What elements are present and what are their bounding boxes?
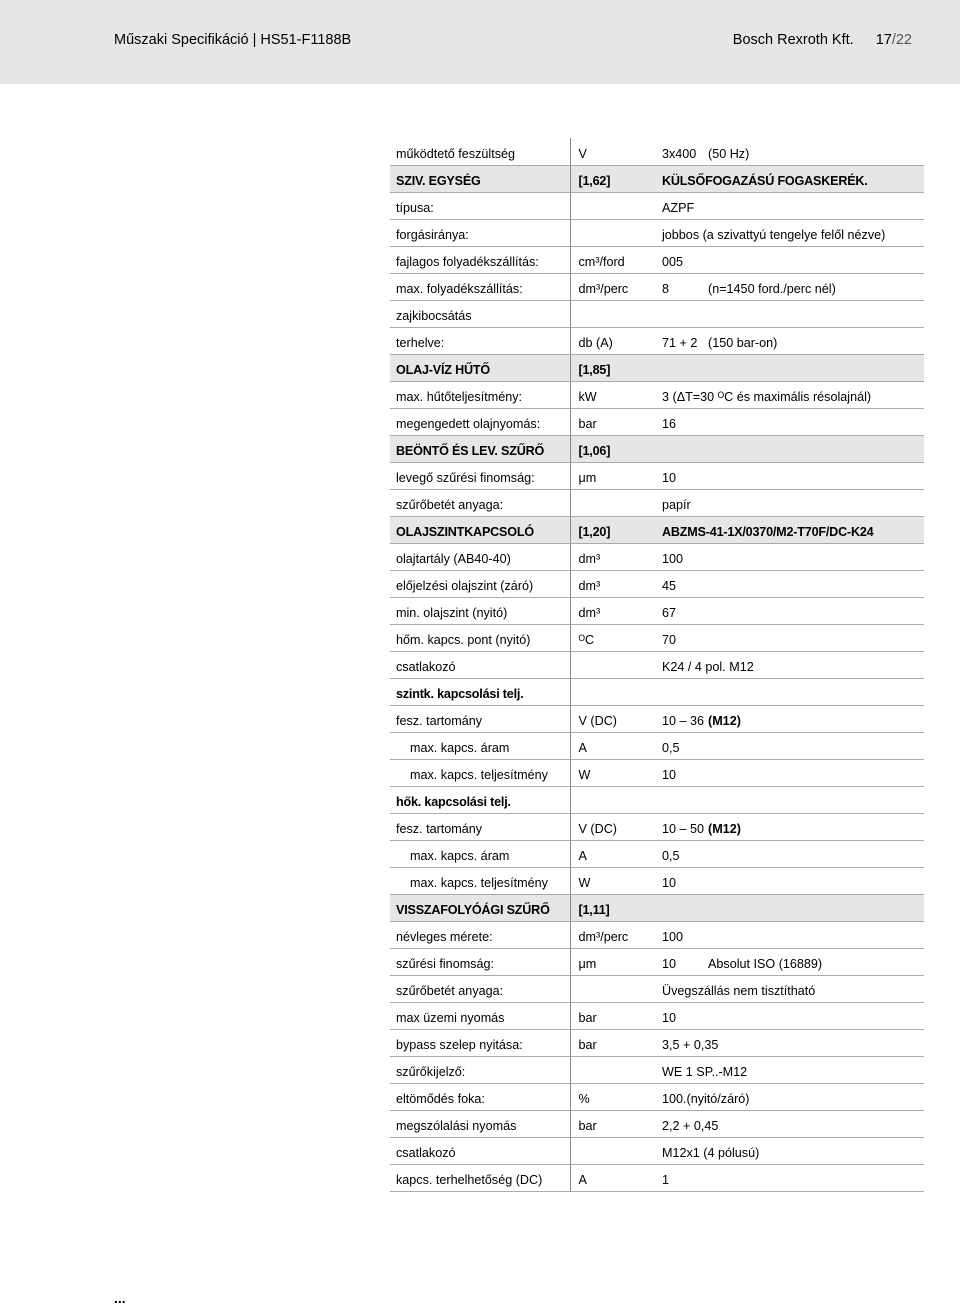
spec-label: szűrési finomság: xyxy=(390,948,570,975)
spec-row xyxy=(390,867,924,894)
spec-note: (150 bar-on) xyxy=(708,327,924,354)
spec-unit: V (DC) xyxy=(570,813,652,840)
spec-value xyxy=(652,894,924,921)
spec-label: OLAJSZINTKAPCSOLÓ xyxy=(390,516,570,543)
spec-unit: [1,85] xyxy=(570,354,652,381)
spec-unit xyxy=(570,975,652,1002)
spec-label: névleges mérete: xyxy=(390,921,570,948)
header-right xyxy=(733,32,912,48)
spec-value: 8 xyxy=(652,273,708,300)
spec-note: (M12) xyxy=(708,813,924,840)
spec-value: 2,2 + 0,45 xyxy=(652,1110,708,1137)
spec-note xyxy=(708,408,924,435)
spec-label: SZIV. EGYSÉG xyxy=(390,165,570,192)
spec-note xyxy=(708,462,924,489)
spec-unit: W xyxy=(570,759,652,786)
spec-unit xyxy=(570,300,652,327)
spec-label: max. folyadékszállítás: xyxy=(390,273,570,300)
spec-value: 10 xyxy=(652,759,708,786)
spec-label: szintk. kapcsolási telj. xyxy=(390,678,570,705)
spec-label: forgásiránya: xyxy=(390,219,570,246)
section-header-row xyxy=(390,435,924,462)
spec-value: 71 + 2 xyxy=(652,327,708,354)
spec-unit: dm³ xyxy=(570,597,652,624)
spec-label: OLAJ-VÍZ HŰTŐ xyxy=(390,354,570,381)
spec-value: 16 xyxy=(652,408,708,435)
spec-note xyxy=(708,570,924,597)
spec-label: előjelzési olajszint (záró) xyxy=(390,570,570,597)
spec-note: (50 Hz) xyxy=(708,138,924,165)
spec-label: szűrőbetét anyaga: xyxy=(390,975,570,1002)
spec-label: bypass szelep nyitása: xyxy=(390,1029,570,1056)
spec-unit: [1,62] xyxy=(570,165,652,192)
spec-unit xyxy=(570,219,652,246)
document-title: Műszaki Specifikáció | HS51-F1188B xyxy=(114,32,352,48)
spec-unit: W xyxy=(570,867,652,894)
section-header-row xyxy=(390,786,924,813)
page-header xyxy=(0,0,960,84)
spec-unit: [1,06] xyxy=(570,435,652,462)
spec-row xyxy=(390,840,924,867)
footer-ellipsis: ... xyxy=(114,1290,126,1306)
spec-value: 67 xyxy=(652,597,708,624)
spec-note xyxy=(708,867,924,894)
spec-unit: bar xyxy=(570,1002,652,1029)
spec-unit: μm xyxy=(570,462,652,489)
spec-unit: A xyxy=(570,732,652,759)
spec-label: kapcs. terhelhetőség (DC) xyxy=(390,1164,570,1191)
spec-label: terhelve: xyxy=(390,327,570,354)
spec-label: fajlagos folyadékszállítás: xyxy=(390,246,570,273)
spec-value xyxy=(652,786,924,813)
spec-value: 10 xyxy=(652,867,708,894)
spec-row xyxy=(390,1002,924,1029)
spec-row xyxy=(390,381,924,408)
spec-label: max. kapcs. teljesítmény xyxy=(390,867,570,894)
spec-value: 100 xyxy=(652,543,708,570)
spec-row xyxy=(390,948,924,975)
spec-value: AZPF xyxy=(652,192,924,219)
spec-unit: [1,11] xyxy=(570,894,652,921)
spec-note: Absolut ISO (16889) xyxy=(708,948,924,975)
spec-value xyxy=(652,678,924,705)
spec-unit: bar xyxy=(570,1029,652,1056)
spec-unit: db (A) xyxy=(570,327,652,354)
spec-row xyxy=(390,138,924,165)
spec-value: 70 xyxy=(652,624,708,651)
spec-unit: V xyxy=(570,138,652,165)
spec-row xyxy=(390,624,924,651)
spec-unit: μm xyxy=(570,948,652,975)
company-name: Bosch Rexroth Kft. xyxy=(732,32,854,48)
spec-note: (M12) xyxy=(708,705,924,732)
spec-note xyxy=(708,624,924,651)
spec-note xyxy=(708,543,924,570)
spec-value: 005 xyxy=(652,246,708,273)
spec-value: 45 xyxy=(652,570,708,597)
spec-label: levegő szűrési finomság: xyxy=(390,462,570,489)
spec-row xyxy=(390,813,924,840)
spec-unit: A xyxy=(570,1164,652,1191)
spec-label: max üzemi nyomás xyxy=(390,1002,570,1029)
spec-row xyxy=(390,1137,924,1164)
spec-note xyxy=(708,1002,924,1029)
spec-unit: [1,20] xyxy=(570,516,652,543)
spec-unit xyxy=(570,678,652,705)
spec-value: jobbos (a szivattyú tengelye felől nézve) xyxy=(652,219,924,246)
spec-unit: dm³ xyxy=(570,543,652,570)
spec-label: működtető feszültség xyxy=(390,138,570,165)
spec-unit: dm³ xyxy=(570,570,652,597)
spec-label: olajtartály (AB40-40) xyxy=(390,543,570,570)
spec-row xyxy=(390,300,924,327)
spec-label: max. kapcs. teljesítmény xyxy=(390,759,570,786)
spec-label: megszólalási nyomás xyxy=(390,1110,570,1137)
section-header-row xyxy=(390,516,924,543)
spec-value: 100.(nyitó/záró) xyxy=(652,1083,924,1110)
spec-unit: kW xyxy=(570,381,652,408)
spec-row xyxy=(390,651,924,678)
spec-unit: A xyxy=(570,840,652,867)
spec-label: csatlakozó xyxy=(390,1137,570,1164)
specification-table xyxy=(390,138,924,1192)
spec-unit: bar xyxy=(570,408,652,435)
spec-value xyxy=(652,435,924,462)
spec-label: min. olajszint (nyitó) xyxy=(390,597,570,624)
spec-row xyxy=(390,192,924,219)
section-header-row xyxy=(390,165,924,192)
spec-label: megengedett olajnyomás: xyxy=(390,408,570,435)
spec-unit: ᴼC xyxy=(570,624,652,651)
spec-row xyxy=(390,273,924,300)
page-number: 17 xyxy=(875,32,892,48)
spec-row xyxy=(390,219,924,246)
spec-note: (n=1450 ford./perc nél) xyxy=(708,273,924,300)
spec-label: max. kapcs. áram xyxy=(390,840,570,867)
spec-label: szűrőbetét anyaga: xyxy=(390,489,570,516)
spec-row xyxy=(390,1164,924,1191)
spec-note xyxy=(708,732,924,759)
spec-label: hőm. kapcs. pont (nyitó) xyxy=(390,624,570,651)
spec-row xyxy=(390,1083,924,1110)
spec-unit xyxy=(570,1137,652,1164)
spec-label: szűrőkijelző: xyxy=(390,1056,570,1083)
spec-label: csatlakozó xyxy=(390,651,570,678)
spec-note xyxy=(708,921,924,948)
spec-note xyxy=(708,300,924,327)
spec-value: 10 – 36 xyxy=(652,705,708,732)
spec-value: 100 xyxy=(652,921,708,948)
spec-unit: bar xyxy=(570,1110,652,1137)
spec-row xyxy=(390,489,924,516)
spec-value: 10 – 50 xyxy=(652,813,708,840)
spec-row xyxy=(390,570,924,597)
spec-row xyxy=(390,921,924,948)
spec-label: BEÖNTŐ ÉS LEV. SZŰRŐ xyxy=(390,435,570,462)
spec-value: 0,5 xyxy=(652,840,708,867)
spec-row xyxy=(390,1029,924,1056)
spec-label: típusa: xyxy=(390,192,570,219)
spec-value: 10 xyxy=(652,948,708,975)
page-total: /22 xyxy=(891,32,912,48)
spec-value: 3,5 + 0,35 xyxy=(652,1029,708,1056)
spec-value: 0,5 xyxy=(652,732,708,759)
spec-value: K24 / 4 pol. M12 xyxy=(652,651,924,678)
spec-row xyxy=(390,759,924,786)
spec-value: 1 xyxy=(652,1164,708,1191)
spec-row xyxy=(390,246,924,273)
spec-note xyxy=(708,246,924,273)
spec-value: 10 xyxy=(652,462,708,489)
spec-value: Üvegszállás nem tisztítható xyxy=(652,975,924,1002)
spec-note xyxy=(708,597,924,624)
spec-label: VISSZAFOLYÓÁGI SZŰRŐ xyxy=(390,894,570,921)
spec-row xyxy=(390,597,924,624)
spec-unit: V (DC) xyxy=(570,705,652,732)
spec-unit xyxy=(570,786,652,813)
spec-value xyxy=(652,354,924,381)
spec-value: 3 (ΔT=30 ᴼC és maximális résolajnál) xyxy=(652,381,924,408)
spec-unit: dm³/perc xyxy=(570,921,652,948)
spec-label: eltömődés foka: xyxy=(390,1083,570,1110)
spec-row xyxy=(390,462,924,489)
spec-row xyxy=(390,543,924,570)
spec-unit xyxy=(570,192,652,219)
spec-value: 3x400 xyxy=(652,138,708,165)
spec-row xyxy=(390,1056,924,1083)
spec-value xyxy=(652,300,708,327)
spec-row xyxy=(390,408,924,435)
spec-value: papír xyxy=(652,489,924,516)
section-header-row xyxy=(390,354,924,381)
spec-label: fesz. tartomány xyxy=(390,813,570,840)
section-header-row xyxy=(390,678,924,705)
spec-value: WE 1 SP..-M12 xyxy=(652,1056,924,1083)
spec-label: max. hűtőteljesítmény: xyxy=(390,381,570,408)
spec-value: ABZMS-41-1X/0370/M2-T70F/DC-K24 xyxy=(652,516,924,543)
spec-value: 10 xyxy=(652,1002,708,1029)
spec-note xyxy=(708,1029,924,1056)
spec-row xyxy=(390,1110,924,1137)
spec-row xyxy=(390,705,924,732)
spec-unit xyxy=(570,651,652,678)
spec-unit: % xyxy=(570,1083,652,1110)
section-header-row xyxy=(390,894,924,921)
spec-unit xyxy=(570,1056,652,1083)
spec-unit: dm³/perc xyxy=(570,273,652,300)
spec-unit xyxy=(570,489,652,516)
spec-label: max. kapcs. áram xyxy=(390,732,570,759)
spec-label: hők. kapcsolási telj. xyxy=(390,786,570,813)
spec-note xyxy=(708,759,924,786)
spec-row xyxy=(390,975,924,1002)
spec-row xyxy=(390,732,924,759)
spec-note xyxy=(708,1110,924,1137)
spec-note xyxy=(708,1164,924,1191)
spec-value: KÜLSŐFOGAZÁSÚ FOGASKERÉK. xyxy=(652,165,924,192)
spec-note xyxy=(708,840,924,867)
spec-row xyxy=(390,327,924,354)
spec-label: fesz. tartomány xyxy=(390,705,570,732)
spec-unit: cm³/ford xyxy=(570,246,652,273)
spec-label: zajkibocsátás xyxy=(390,300,570,327)
spec-value: M12x1 (4 pólusú) xyxy=(652,1137,924,1164)
